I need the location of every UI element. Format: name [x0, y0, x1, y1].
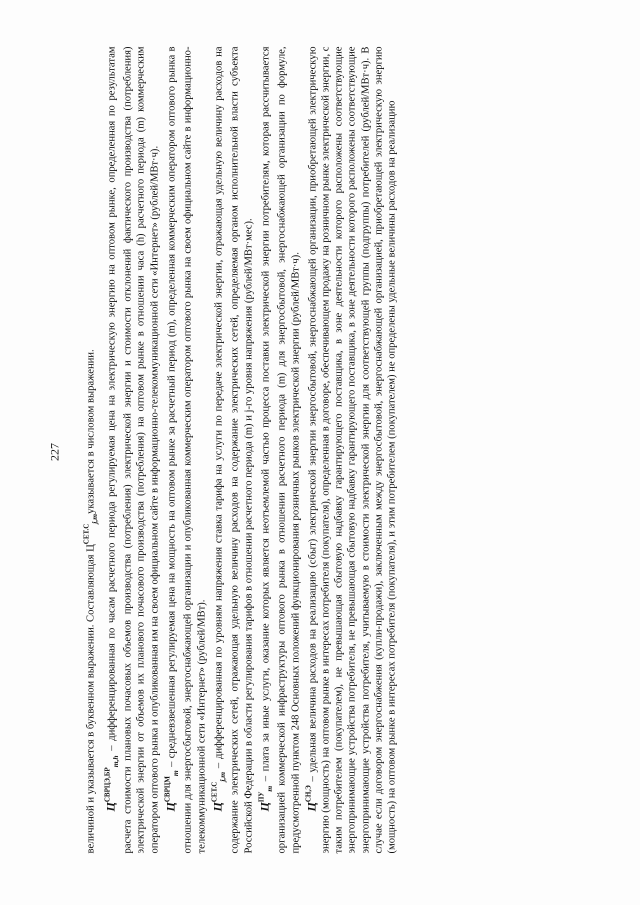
- formula-symbol: $Ц^{СВРЦМ}_m$: [163, 770, 180, 812]
- definition-text: – дифференцированная по уровням напряжения ставка тарифа на услуги по передаче электрической энергии, отражающая удельную величину расходов на содержание электрических сетей, отражающая удельную величину расходов на содержание электрических сетей, определяемая органом исполнительной власти субъекта Российской Федерации в области регулирования тарифов в отношении расчетного периода (m) и j-го уровня напряжения (рублей/МВт·мес).: [213, 46, 255, 854]
- symbol-subscript: j,m: [89, 513, 99, 524]
- symbol-subscript: m: [264, 785, 274, 792]
- symbol-subscript: j,m: [217, 771, 227, 782]
- formula-symbol: $Ц^{ПУ}_m$: [257, 785, 274, 812]
- symbol-superscript: СВРЦМ: [163, 776, 172, 803]
- definition-text: – удельная величина расходов на реализацию (сбыт) электрической энергии энергосбытовой, энергоснабжающей организации, приобретающей электрическую энергию (мощность) на оптовом рынке в интересах потребителя (покупателя), определенная в договоре, обеспечивающем продажу на розничном рынке электрической энергии, с таким потребителем (покупателем), не превышающая сбытовую надбавку гарантирующего поставщика, в зоне деятельности которого расположены соответствующие энергопринимающие устройства потребителя, не превышающая сбытовую надбавку гарантирующего поставщика, в зоне деятельности которого расположены соответствующие энергопринимающие устройства потребителя, учитываемую в стоимости электрической энергии для соответствующей группы (подгруппы) потребителей (рублей/МВт·ч). В случае если договором энергоснабжения (купли-продажи), заключенным между энергосбытовой, энергоснабжающей организацией, приобретающей электрическую энергию (мощность) на оптовом рынке в интересах потребителя (покупателя), и этим потребителем (покупателем) не определены удельные величины расходов на реализацию: [307, 46, 398, 854]
- paragraph-text: величиной и указывается в буквенном выражении. Составляющая Ц: [85, 544, 97, 854]
- rotated-page-content: [41, 25, 601, 880]
- formula-symbol: [83, 514, 97, 544]
- definition-paragraph: [255, 47, 302, 854]
- definition-text: – средневзвешенная регулируемая цена на мощность на оптовом рынке за расчетный период (m), определенная коммерческим оператором оптового рынка в отношении для энергосбытовой, энергоснабжающей организации и опубликованная коммерческим оператором оптового рынка на своем официальном сайте в информационно-телекоммуникационной сети «Интернет» (рублей/МВт).: [166, 46, 208, 854]
- paragraph-intro: [81, 47, 102, 854]
- definition-paragraph: [101, 47, 161, 854]
- symbol-superscript: СН,Э: [304, 785, 313, 803]
- formula-symbol: $Ц^{СН,Э}$: [304, 785, 319, 812]
- symbol-superscript: СВРЦЭ,БР: [103, 767, 112, 803]
- symbol-subscript: m: [170, 770, 180, 777]
- paragraph-text-after: указывается в числовом выражении.: [85, 349, 97, 514]
- definition-text: – плата за иные услуги, оказание которых является неотъемлемой частью процесса поставки электрической энергии потребителям, которая рассчитывается организацией коммерческой инфраструктуры оптового рынка в отношении расчетного периода (m) для энергосбытовой, энергоснабжающей организации по формуле, предусмотренной пунктом 248 Основных положений функционирования розничных рынков электрической энергии (рублей/МВт·ч).: [260, 46, 302, 854]
- symbol-subscript: m,h: [110, 755, 120, 768]
- symbol-superscript: ПУ: [257, 791, 266, 803]
- definition-paragraph: [208, 47, 255, 854]
- formula-symbol: $Ц^{СЕТ.С}_{j,m}$: [210, 771, 227, 812]
- definition-paragraph: [302, 47, 398, 854]
- definition-text: – дифференцированная по часам расчетного периода регулируемая цена на электрическую энергию на оптовом рынке, определенная по результатам расчета стоимости плановых почасовых объемов производства (потребления) электрической энергии и стоимости отклонений фактического производства (потребления) электрической энергии от объемов их планового почасового производства (потребления) на оптовом рынке в отношении часа (h) расчетного периода (m) коммерческим оператором оптового рынка и опубликованная им на своем официальном сайте в информационно-телекоммуникационной сети «Интернет» (рублей/МВт·ч).: [106, 46, 161, 854]
- symbol-superscript: СЕТ.С: [82, 523, 91, 545]
- page-number: 227: [47, 443, 62, 461]
- symbol-superscript: СЕТ.С: [210, 781, 219, 803]
- definition-paragraph: [161, 47, 208, 854]
- formula-symbol: $Ц^{СВРЦЭ,БР}_{m,h}$: [103, 755, 120, 812]
